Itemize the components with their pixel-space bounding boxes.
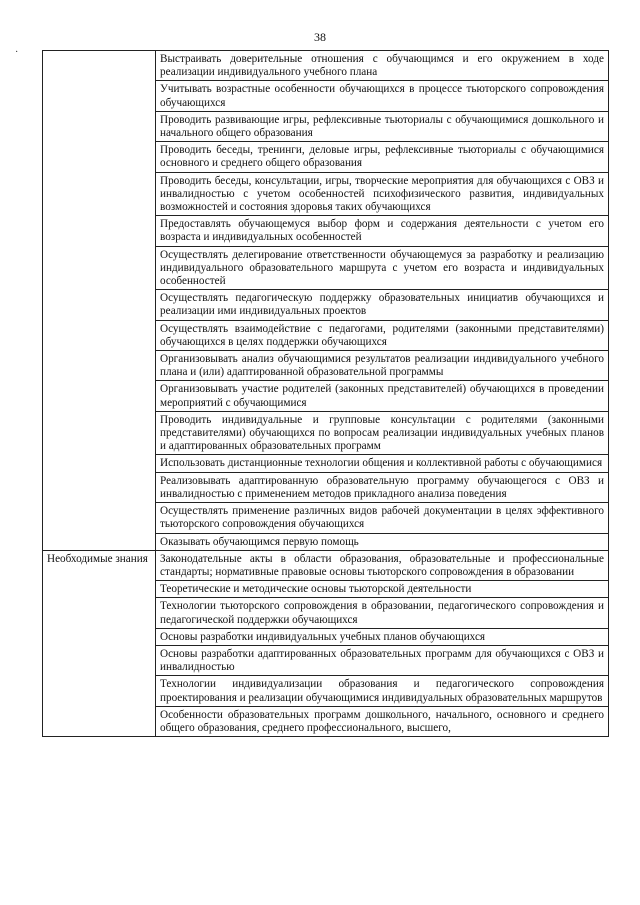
skill-item: Реализовывать адаптированную образовательную программу обучающегося с ОВЗ и инвалидностью с применением методов прикладного анализа поведения (156, 472, 609, 502)
margin-mark: · (15, 47, 19, 58)
competency-table (42, 50, 609, 737)
skill-item: Осуществлять делегирование ответственности обучающемуся за разработку и реализацию индивидуального образовательного маршрута с учетом его возраста и индивидуальных особенностей (156, 246, 609, 290)
skill-item: Организовывать анализ обучающимися результатов реализации индивидуального учебного плана и (или) адаптированной образовательной программы (156, 351, 609, 381)
skill-item: Осуществлять педагогическую поддержку образовательных инициатив обучающихся и реализации ими индивидуальных проектов (156, 290, 609, 320)
skills-label-cell (43, 51, 156, 551)
skill-item: Выстраивать доверительные отношения с обучающимся и его окружением в ходе реализации индивидуального учебного плана (156, 51, 609, 81)
skill-item: Проводить индивидуальные и групповые консультации с родителями (законными представителями) обучающихся по вопросам реализации индивидуальных учебных планов и адаптированных образовательных программ (156, 411, 609, 455)
page-number: 38 (314, 30, 326, 44)
knowledge-item: Основы разработки индивидуальных учебных планов обучающихся (156, 628, 609, 645)
skill-item: Использовать дистанционные технологии общения и коллективной работы с обучающимися (156, 455, 609, 472)
knowledge-label: Необходимые знания (43, 550, 156, 736)
skill-item: Осуществлять применение различных видов рабочей документации в целях эффективного тьюторского сопровождения обучающихся (156, 503, 609, 533)
knowledge-item: Теоретические и методические основы тьюторской деятельности (156, 581, 609, 598)
skill-item: Осуществлять взаимодействие с педагогами, родителями (законными представителями) обучающихся в целях поддержки обучающихся (156, 320, 609, 350)
skill-item: Учитывать возрастные особенности обучающихся в процессе тьюторского сопровождения обучающихся (156, 81, 609, 111)
table-row (43, 550, 609, 580)
knowledge-item: Законодательные акты в области образования, образовательные и профессиональные стандарты; нормативные правовые основы тьюторского сопровождения в образовании (156, 550, 609, 580)
skill-item: Проводить беседы, консультации, игры, творческие мероприятия для обучающихся с ОВЗ и инвалидностью с учетом особенностей психофизического развития, индивидуальных возможностей и состояния здоровья таких обучающихся (156, 172, 609, 216)
table-row (43, 51, 609, 81)
skill-item: Оказывать обучающимся первую помощь (156, 533, 609, 550)
skill-item: Организовывать участие родителей (законных представителей) обучающихся в проведении мероприятий с обучающимися (156, 381, 609, 411)
knowledge-item: Основы разработки адаптированных образовательных программ для обучающихся с ОВЗ и инвалидностью (156, 645, 609, 675)
knowledge-item: Технологии индивидуализации образования и педагогического сопровождения проектирования и реализации обучающимися индивидуальных образовательных маршрутов (156, 676, 609, 706)
skill-item: Проводить беседы, тренинги, деловые игры, рефлексивные тьюториалы с обучающимися основного и среднего общего образования (156, 142, 609, 172)
knowledge-item: Особенности образовательных программ дошкольного, начального, основного и среднего общего образования, среднего профессионального, высшего, (156, 706, 609, 736)
skill-item: Предоставлять обучающемуся выбор форм и содержания деятельности с учетом его возраста и индивидуальных особенностей (156, 216, 609, 246)
knowledge-item: Технологии тьюторского сопровождения в образовании, педагогического сопровождения и педагогической поддержки обучающихся (156, 598, 609, 628)
skill-item: Проводить развивающие игры, рефлексивные тьюториалы с обучающимися дошкольного и начального общего образования (156, 111, 609, 141)
